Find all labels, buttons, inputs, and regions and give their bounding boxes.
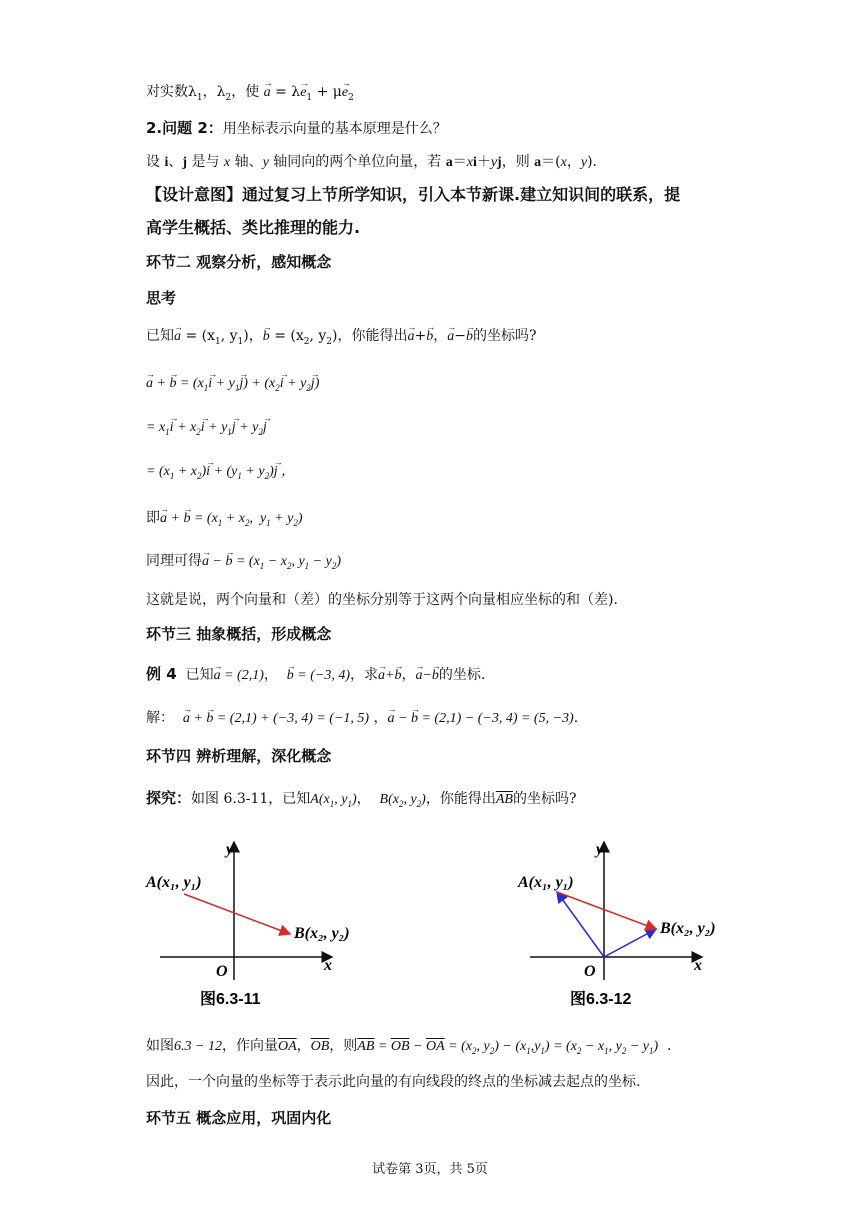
origin-label: O [216,963,228,980]
y-label: y [226,841,234,858]
real-numbers-line: 对实数$\lambda_1$，$\lambda_2$，使 → $a = \lambda\to e_1 + \mu\to e_2$ [146,82,800,108]
figure-12-derivation: 如图6.3 − 12，作向量$\overline{OA}$，$\overline{OB}$，则$\overline{AB} = \overline{OB} - \overline{OA} = (x_2$, $y_2) - (x_1,y_1) = (x_2 - x_1$, $y_2 - y_1$) . [146,1038,672,1056]
think-heading: 思考 [146,289,177,307]
origin-label-2: O [584,963,596,980]
vector-ab-2 [557,892,656,929]
example-4: 例 4 已知→ a = (2,1)， → b = (−3, 4)，求→ a+→ b，→ a−→ b的坐标. [146,664,800,686]
derivation-diff: 同理可得→ a − → $b = (x_1 - x_2$, $y_1 - y_2$) [146,551,800,576]
figure-6-3-11 [140,830,380,1010]
example-4-solution: 解： → a + → b = (2,1) + (−3, 4) = (−1, 5) ，→ a − → b = (2,1) − (−3, 4) = (5, −3). [146,708,800,729]
section-5-heading: 环节五 概念应用，巩固内化 [146,1109,332,1127]
derivation-3: = $(x_1 + x_2)\to i + (y_1 + y_2)\to j$ ， [146,462,800,486]
section-4-heading: 环节四 辨析理解，深化概念 [146,747,332,765]
point-a-label-2: A(x₁, y₁) [518,874,574,891]
page-footer: 试卷第 3页，共 5页 [372,1162,488,1177]
derivation-1: → a + → $b = (x_1\to i + y_1\to j) + (x_2\to i + y_2\to j)$ [146,374,800,398]
figure-2-caption: 图6.3-12 [570,991,632,1008]
section-3-heading: 环节三 抽象概括，形成概念 [146,625,332,643]
vector-ab [184,894,290,934]
derivation-2: = $x_1\to i + x_2\to i + y_1\to j + y_2\to j$ [146,418,800,442]
unit-vector-text: 设 i、j 是与 x 轴、y 轴同向的两个单位向量，若 a＝xi＋yj，则 a＝(x，y). [146,154,597,170]
x-label-2: x [694,957,702,974]
known-vectors-line: 已知→ $a = (x_1$, $y_1$)，→ $b = (x_2$, $y_2$)，你能得出→ a+→ b，→ a−→ b的坐标吗? [146,326,800,352]
vector-ob [604,929,656,957]
point-b-label: B(x₂, y₂) [294,925,350,942]
question-2: 2.问题 2：用坐标表示向量的基本原理是什么？ [146,119,447,137]
x-label: x [324,957,332,974]
y-label-2: y [596,841,604,858]
design-intent-1: 【设计意图】通过复习上节所学知识，引入本节新课.建立知识间的联系，提 [146,185,681,204]
sum-difference-conclusion: 这就是说，两个向量和（差）的坐标分别等于这两个向量相应坐标的和（差). [146,592,618,608]
vector-oa [557,892,604,957]
figure-6-3-12 [510,830,750,1010]
section-2-heading: 环节二 观察分析，感知概念 [146,253,332,271]
therefore-line: 因此，一个向量的坐标等于表示此向量的有向线段的终点的坐标减去起点的坐标. [146,1074,641,1090]
point-b-label-2: B(x₂, y₂) [660,920,716,937]
figure-1-caption: 图6.3-11 [200,991,261,1008]
design-intent-2: 高学生概括、类比推理的能力. [146,218,361,237]
point-a-label: A(x₁, y₁) [146,874,202,891]
explore-line: 探究：如图 6.3-11，已知$A(x_1$, $y_1$)， $B(x_2$, $y_2$)，你能得出$\overline{AB}$的坐标吗? [146,789,577,809]
derivation-sum: 即→ a + → $b = (x_1 + x_2$, $y_1 + y_2$) [146,508,800,533]
